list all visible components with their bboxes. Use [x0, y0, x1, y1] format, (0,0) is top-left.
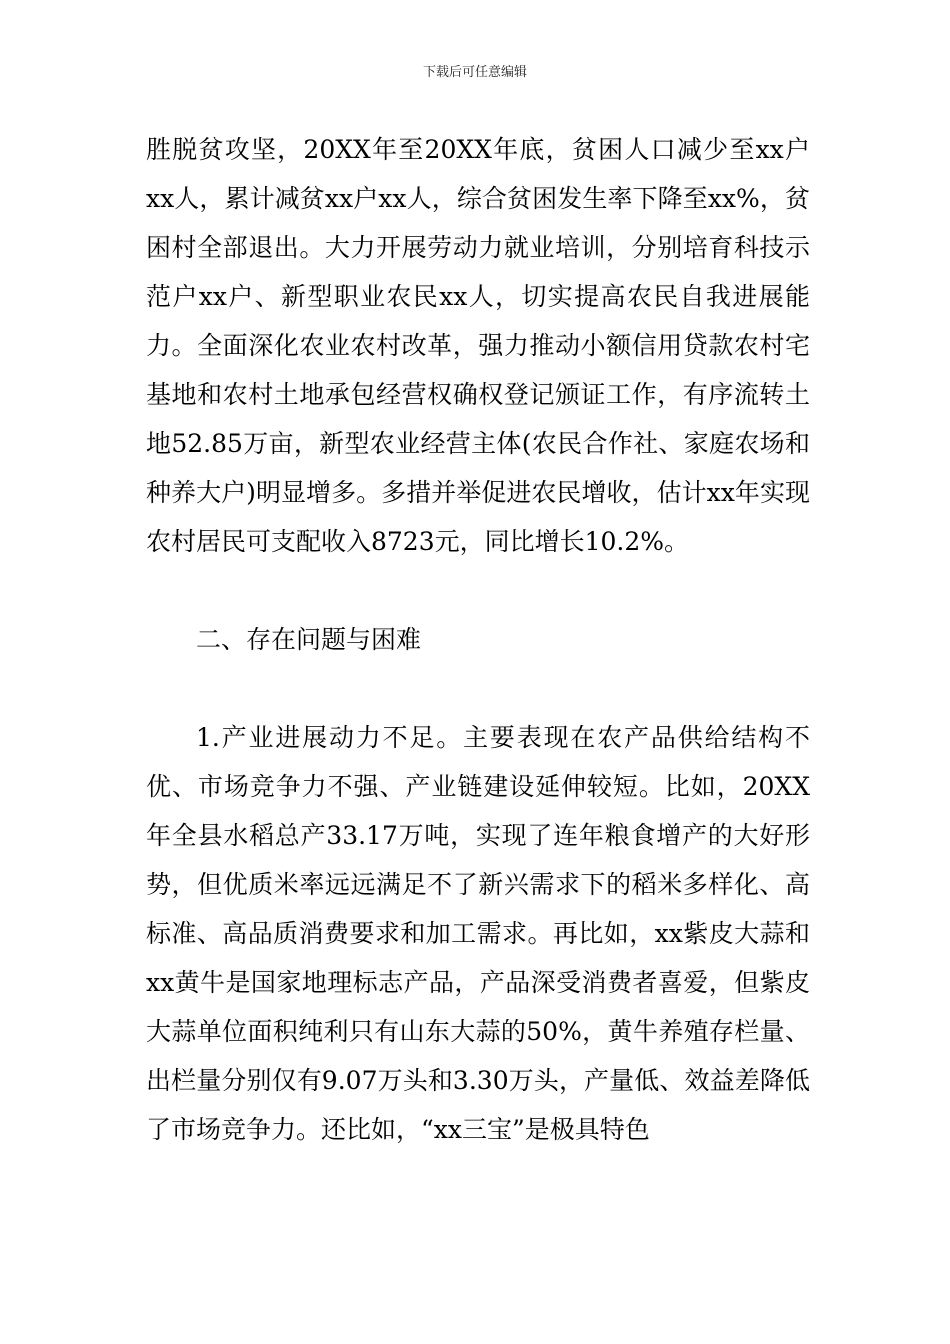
document-body — [146, 125, 810, 1154]
page-header-note: 下载后可任意编辑 — [422, 65, 527, 80]
body-paragraph-industry: 1.产业进展动力不足。主要表现在农产品供给结构不优、市场竞争力不强、产业链建设延伸较短。比如，20XX年全县水稻总产33.17万吨，实现了连年粮食增产的大好形势，但优质米率远远满足不了新兴需求下的稻米多样化、高标准、高品质消费要求和加工需求。再比如，xx紫皮大蒜和xx黄牛是国家地理标志产品，产品深受消费者喜爱，但紫皮大蒜单位面积纯利只有山东大蒜的50%，黄牛养殖存栏量、出栏量分别仅有9.07万头和3.30万头，产量低、效益差降低了市场竞争力。还比如，“xx三宝”是极具特色 — [146, 723, 810, 1144]
section-heading: 二、存在问题与困难 — [196, 625, 422, 654]
body-paragraph: 胜脱贫攻坚，20XX年至20XX年底，贫困人口减少至xx户xx人，累计减贫xx户xx人，综合贫困发生率下降至xx%，贫困村全部退出。大力开展劳动力就业培训，分别培育科技示范户xx户、新型职业农民xx人，切实提高农民自我进展能力。全面深化农业农村改革，强力推动小额信用贷款农村宅基地和农村土地承包经营权确权登记颁证工作，有序流转土地52.85万亩，新型农业经营主体(农民合作社、家庭农场和种养大户)明显增多。多措并举促进农民增收，估计xx年实现农村居民可支配收入8723元，同比增长10.2%。 — [146, 135, 810, 556]
